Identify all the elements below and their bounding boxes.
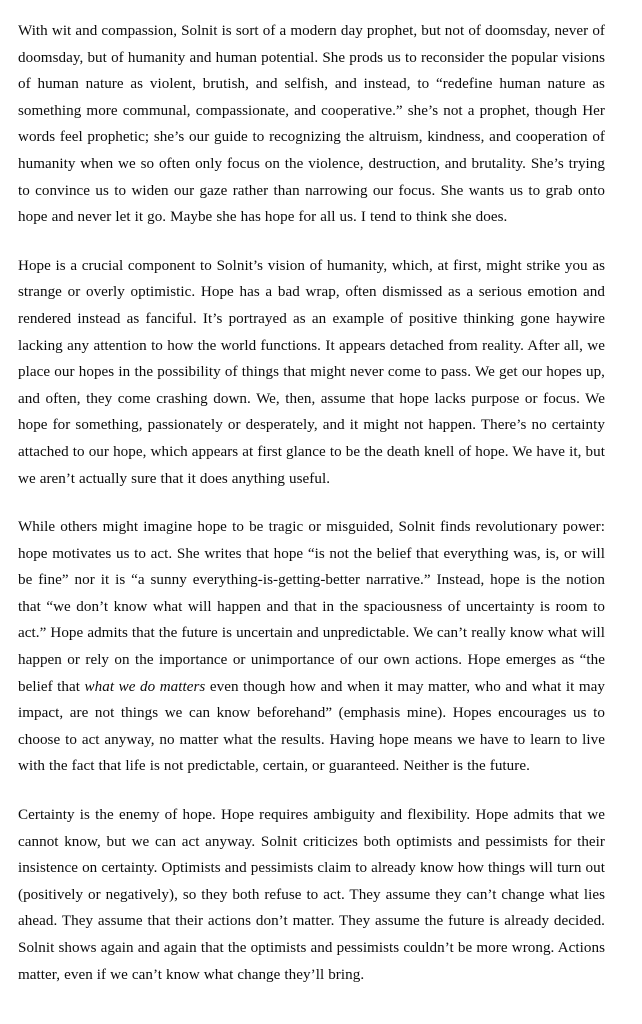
paragraph-1: With wit and compassion, Solnit is sort of a modern day prophet, but not of doomsday, never of doomsday, but of humanity and human potential. She prods us to reconsider the popular visions of human nature as violent, brutish, and selfish, and instead, to “redefine human nature as something more communal, compassionate, and cooperative.” she’s not a prophet, though Her words feel prophetic; she’s our guide to recognizing the altruism, kindness, and cooperation of humanity when we so often only focus on the violence, destruction, and brutality. She’s trying to convince us to widen our gaze rather than narrowing our focus. She wants us to grab onto hope and never let it go. Maybe she has hope for all us. I tend to think she does. bbox=[18, 23, 605, 226]
paragraph-3-segment-1: While others might imagine hope to be tragic or misguided, Solnit finds revolutionary power: hope motivates us to act. She writes that hope “is not the belief that everything was, is, or will be fine” nor it is “a sunny everything-is-getting-better narrative.” Instead, hope is the notion that “we don’t know what will happen and that in the spaciousness of uncertainty is room to act.” Hope admits that the future is uncertain and unpredictable. We can’t really know what will happen or rely on the importance or unimportance of our own actions. Hope emerges as “the belief that bbox=[18, 519, 605, 695]
paragraph-3 bbox=[18, 514, 605, 780]
paragraph-3-emphasis: what we do matters bbox=[84, 678, 206, 695]
paragraph-4: Certainty is the enemy of hope. Hope requires ambiguity and flexibility. Hope admits that we cannot know, but we can act anyway. Solnit criticizes both optimists and pessimists for their insistence on certainty. Optimists and pessimists claim to already know how things will turn out (positively or negatively), so they both refuse to act. They assume they can’t change what lies ahead. They assume that their actions don’t matter. They assume the future is already decided. Solnit shows again and again that the optimists and pessimists couldn’t be more wrong. Actions matter, even if we can’t know what change they’ll bring. bbox=[18, 807, 605, 983]
paragraph-2: Hope is a crucial component to Solnit’s vision of humanity, which, at first, might strike you as strange or overly optimistic. Hope has a bad wrap, often dismissed as a serious emotion and rendered instead as fanciful. It’s portrayed as an example of positive thinking gone haywire lacking any attention to how the world functions. It appears detached from reality. After all, we place our hopes in the possibility of things that might never come to pass. We get our hopes up, and often, they come crashing down. We, then, assume that hope lacks purpose or focus. We hope for something, passionately or desperately, and it might not happen. There’s no certainty attached to our hope, which appears at first glance to be the death knell of hope. We have it, but we aren’t actually sure that it does anything useful. bbox=[18, 257, 605, 487]
paragraph-3-segment-3: even though how and when it may matter, who and what it may impact, are not things we can know beforehand” (emphasis mine). Hopes encourages us to choose to act anyway, no matter what the results. Having hope means we have to learn to live with the fact that life is not predictable, certain, or guaranteed. Neither is the future. bbox=[18, 678, 605, 775]
